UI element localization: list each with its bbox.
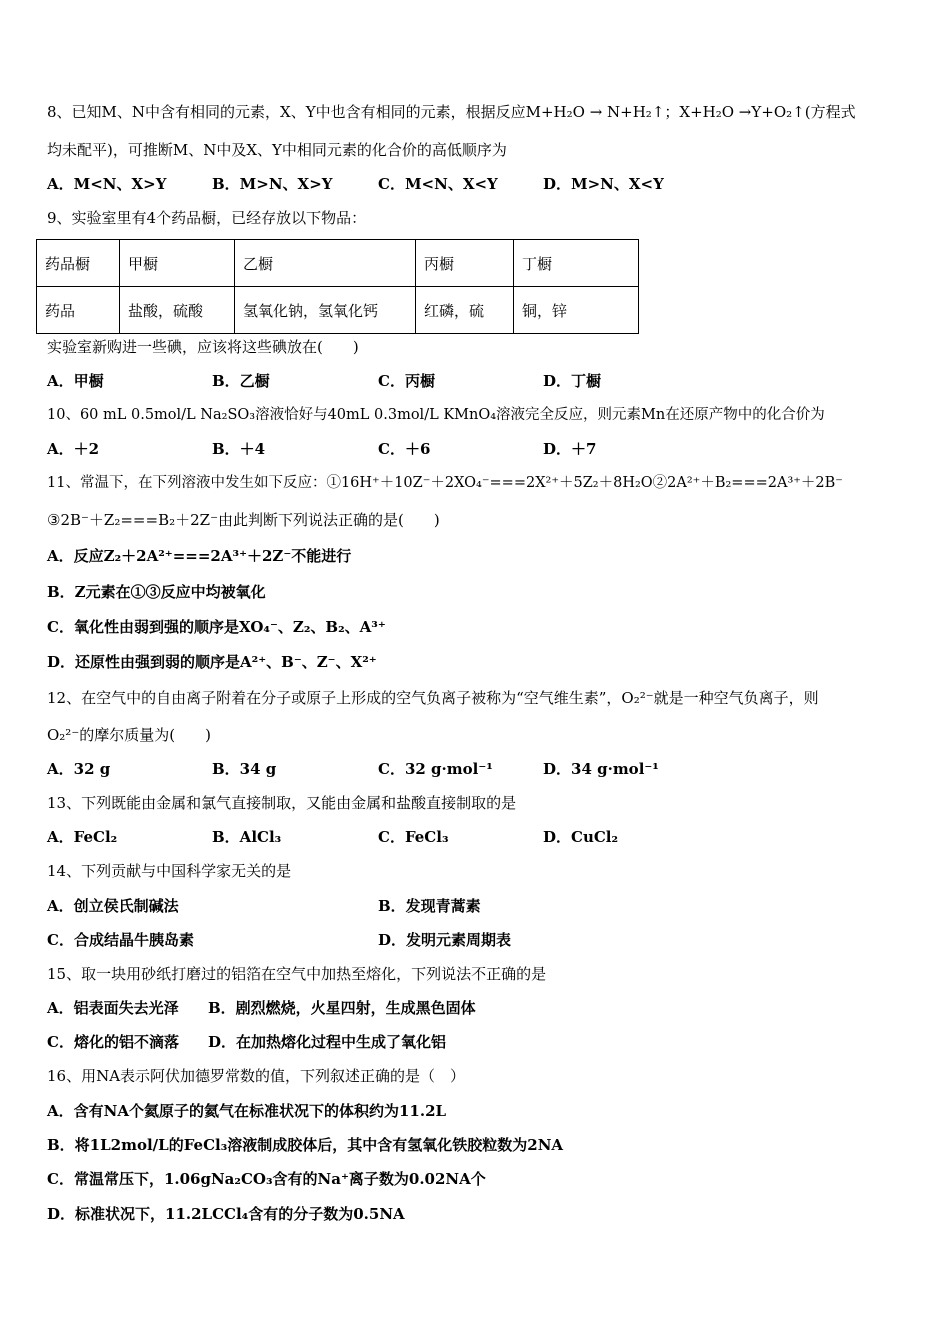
q11-option-a: A．反应Z₂＋2A²⁺===2A³⁺＋2Z⁻不能进行 [47, 547, 352, 565]
q11-stem-line1: 11、常温下，在下列溶液中发生如下反应：①16H⁺＋10Z⁻＋2XO₄⁻===2X²⁺＋5Z₂＋8H₂O②2A²⁺＋B₂===2A³⁺＋2B⁻ [47, 475, 843, 491]
table-cell: 丁橱 [514, 240, 639, 287]
q16-option-a: A．含有NA个氦原子的氦气在标准状况下的体积约为11.2L [47, 1102, 447, 1120]
q9-stem: 9、实验室里有4个药品橱，已经存放以下物品： [47, 209, 367, 227]
q16-option-c: C．常温常压下，1.06gNa₂CO₃含有的Na⁺离子数为0.02NA个 [47, 1170, 486, 1188]
q8-stem-line1: 8、已知M、N中含有相同的元素，X、Y中也含有相同的元素，根据反应M+H₂O → N+H₂↑；X+H₂O →Y+O₂↑(方程式 [47, 103, 856, 121]
q10-option-c: C．＋6 [378, 440, 431, 458]
q13-option-b: B．AlCl₃ [212, 828, 282, 846]
table-cell: 氢氧化钠，氢氧化钙 [235, 287, 416, 334]
q14-stem: 14、下列贡献与中国科学家无关的是 [47, 862, 292, 880]
q16-stem: 16、用NA表示阿伏加德罗常数的值，下列叙述正确的是（ ） [47, 1067, 466, 1085]
table-cell: 红磷，硫 [416, 287, 514, 334]
q9-option-d: D．丁橱 [543, 372, 602, 390]
q15-option-d: D．在加热熔化过程中生成了氧化铝 [208, 1033, 447, 1051]
q15-option-a: A．铝表面失去光泽 [47, 999, 179, 1017]
q8-option-b: B．M>N、X>Y [212, 175, 333, 193]
q14-option-d: D．发明元素周期表 [378, 931, 512, 949]
q14-option-a: A．创立侯氏制碱法 [47, 897, 179, 915]
q8-stem-line2: 均未配平)，可推断M、N中及X、Y中相同元素的化合价的高低顺序为 [47, 141, 507, 159]
q12-option-c: C．32 g·mol⁻¹ [378, 760, 493, 778]
q14-option-c: C．合成结晶牛胰岛素 [47, 931, 194, 949]
table-cell: 药品橱 [37, 240, 120, 287]
q9-option-b: B．乙橱 [212, 372, 270, 390]
q13-option-a: A．FeCl₂ [47, 828, 118, 846]
table-cell: 乙橱 [235, 240, 416, 287]
q13-stem: 13、下列既能由金属和氯气直接制取，又能由金属和盐酸直接制取的是 [47, 794, 517, 812]
q12-option-a: A．32 g [47, 760, 111, 778]
q10-option-a: A．＋2 [47, 440, 100, 458]
table-row [37, 287, 639, 334]
q13-option-d: D．CuCl₂ [543, 828, 619, 846]
q16-option-d: D．标准状况下，11.2LCCl₄含有的分子数为0.5NA [47, 1205, 405, 1223]
q11-option-c: C．氧化性由弱到强的顺序是XO₄⁻、Z₂、B₂、A³⁺ [47, 618, 386, 636]
q12-stem-line1: 12、在空气中的自由离子附着在分子或原子上形成的空气负离子被称为“空气维生素”，O₂²⁻就是一种空气负离子，则 [47, 689, 819, 707]
q8-option-d: D．M>N、X<Y [543, 175, 664, 193]
q8-option-c: C．M<N、X<Y [378, 175, 498, 193]
q11-stem-line2: ③2B⁻＋Z₂===B₂＋2Z⁻由此判断下列说法正确的是( ) [47, 511, 440, 529]
q15-stem: 15、取一块用砂纸打磨过的铝箔在空气中加热至熔化，下列说法不正确的是 [47, 965, 547, 983]
q10-stem: 10、60 mL 0.5mol/L Na₂SO₃溶液恰好与40mL 0.3mol/L KMnO₄溶液完全反应，则元素Mn在还原产物中的化合价为 [47, 407, 825, 423]
table-cell: 盐酸，硫酸 [120, 287, 235, 334]
table-cell: 铜，锌 [514, 287, 639, 334]
q9-option-c: C．丙橱 [378, 372, 435, 390]
q16-option-b: B．将1L2mol/L的FeCl₃溶液制成胶体后，其中含有氢氧化铁胶粒数为2NA [47, 1136, 564, 1154]
table-header-row [37, 240, 639, 287]
q9-option-a: A．甲橱 [47, 372, 104, 390]
cabinet-table [36, 239, 639, 334]
q12-option-d: D．34 g·mol⁻¹ [543, 760, 659, 778]
q15-option-c: C．熔化的铝不滴落 [47, 1033, 179, 1051]
q12-stem-line2: O₂²⁻的摩尔质量为( ) [47, 726, 211, 744]
table-cell: 甲橱 [120, 240, 235, 287]
q11-option-d: D．还原性由强到弱的顺序是A²⁺、B⁻、Z⁻、X²⁺ [47, 653, 377, 671]
q15-option-b: B．剧烈燃烧，火星四射，生成黑色固体 [208, 999, 476, 1017]
q13-option-c: C．FeCl₃ [378, 828, 449, 846]
q12-option-b: B．34 g [212, 760, 277, 778]
q10-option-d: D．＋7 [543, 440, 597, 458]
table-cell: 丙橱 [416, 240, 514, 287]
q14-option-b: B．发现青蒿素 [378, 897, 481, 915]
table-cell: 药品 [37, 287, 120, 334]
q8-option-a: A．M<N、X>Y [47, 175, 167, 193]
q9-question: 实验室新购进一些碘，应该将这些碘放在( ) [47, 338, 359, 356]
q10-option-b: B．＋4 [212, 440, 266, 458]
q11-option-b: B．Z元素在①③反应中均被氧化 [47, 583, 266, 601]
